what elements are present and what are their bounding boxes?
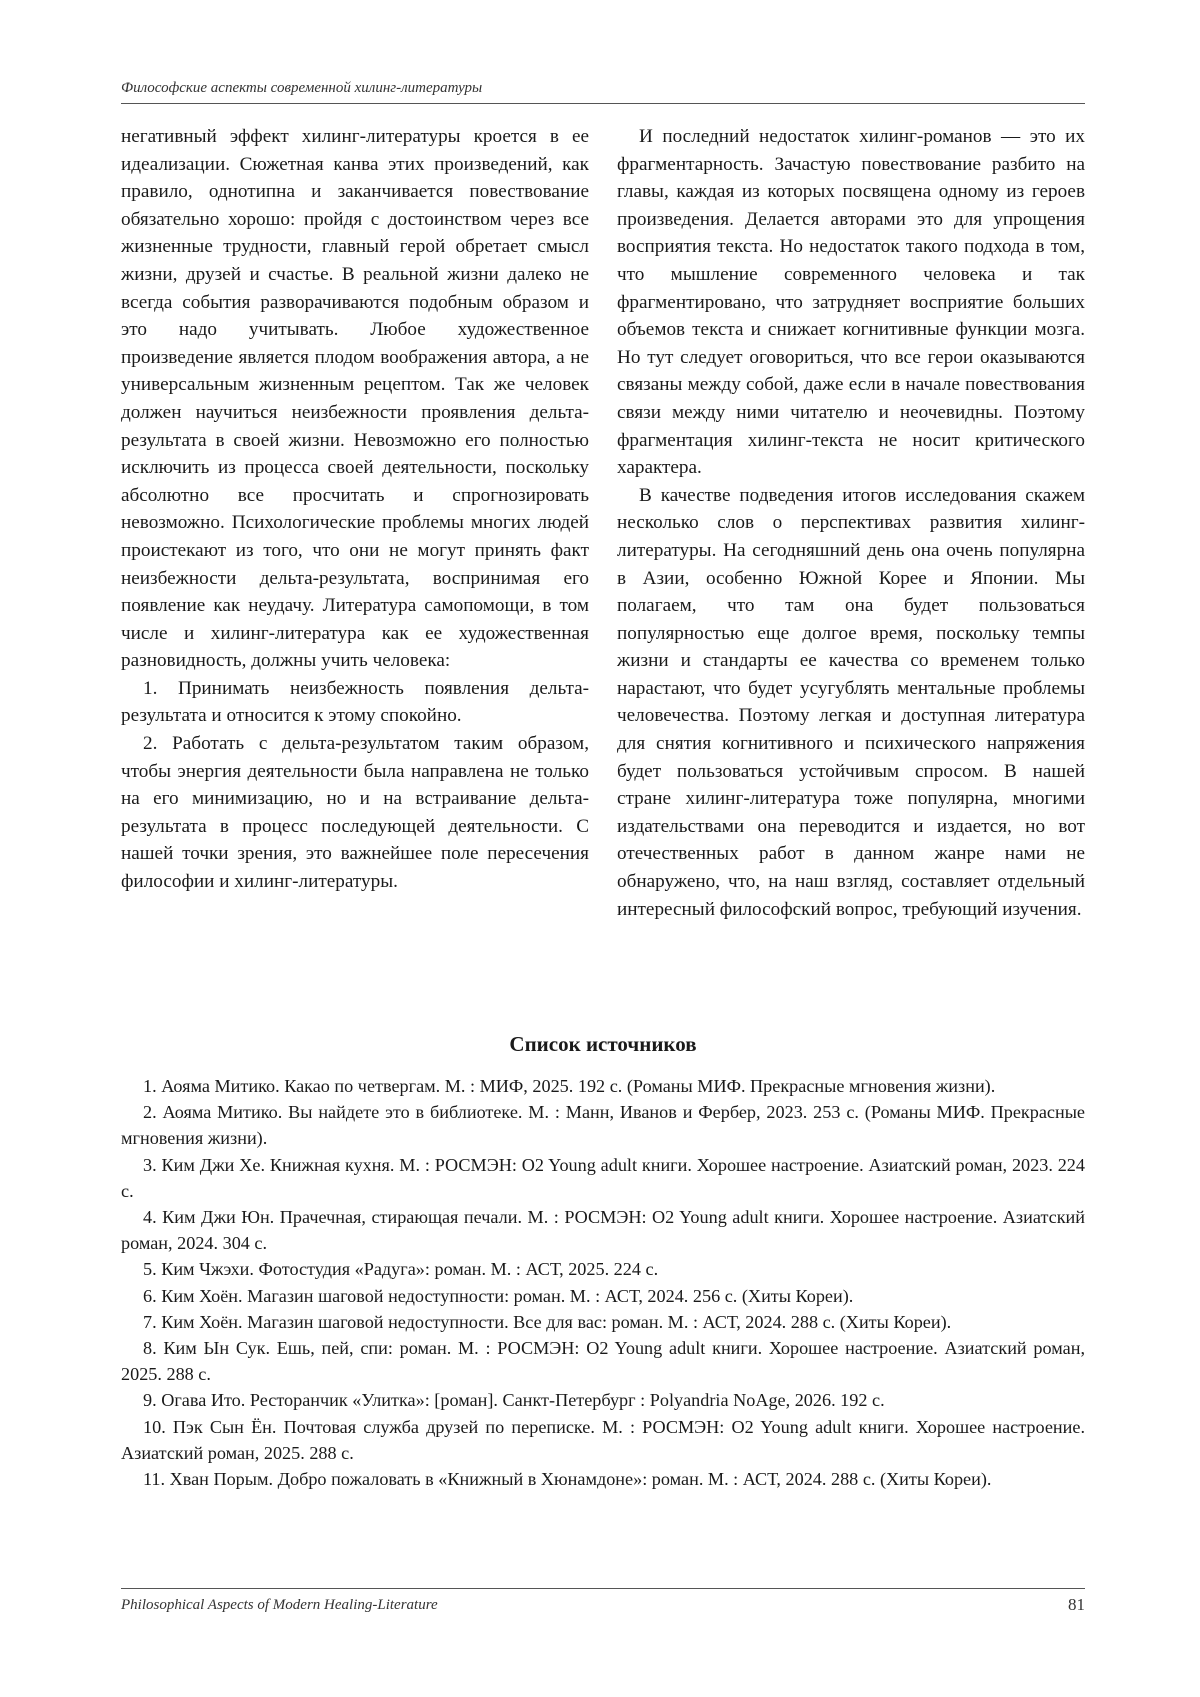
reference-item: 6. Ким Хоён. Магазин шаговой недоступности: роман. М. : АСТ, 2024. 256 с. (Хиты Кореи). — [143, 1285, 854, 1306]
reference-item: 9. Огава Ито. Ресторанчик «Улитка»: [роман]. Санкт-Петербург : Polyandria NoAge, 2026. 192 с. — [143, 1390, 885, 1411]
right-paragraph-1: И последний недостаток хилинг-романов — это их фрагментарность. Зачастую повествование разбито на главы, каждая из которых посвящена одному из героев произведения. Делается авторами это для упрощения восприятия текста. Но недостаток такого подхода в том, что мышление современного человека и так фрагментировано, что затрудняет восприятие больших объемов текста и снижает когнитивные функции мозга. Но тут следует оговориться, что все герои оказываются связаны между собой, даже если в начале повествования связи между ними читателю и неочевидны. Поэтому фрагментация хилинг-текста не носит критического характера. — [617, 126, 1085, 479]
right-paragraph-2: В качестве подведения итогов исследования скажем несколько слов о перспективах развития хилинг-литературы. На сегодняшний день она очень популярна в Азии, особенно Южной Корее и Японии. Мы полагаем, что там она будет пользоваться популярностью еще долгое время, поскольку темпы жизни и стандарты ее качества со временем только нарастают, что будет усугублять ментальные проблемы человечества. Поэтому легкая и доступная литература для снятия когнитивного и психического напряжения будет пользоваться устойчивым спросом. В нашей стране хилинг-литература тоже популярна, многими издательствами она переводится и издается, но вот отечественных работ в данном жанре нами не обнаружено, что, на наш взгляд, составляет отдельный интересный философский вопрос, требующий изучения. — [617, 484, 1085, 920]
list-item-1: 1. Принимать неизбежность появления дельта-результата и относится к этому спокойно. — [121, 677, 589, 727]
reference-item: 5. Ким Чжэхи. Фотостудия «Радуга»: роман. М. : АСТ, 2025. 224 с. — [143, 1259, 659, 1280]
reference-item: 8. Ким Ын Сук. Ешь, пей, спи: роман. М. : РОСМЭН: O2 Young adult книги. Хорошее настроение. Азиатский роман, 2025. 288 с. — [121, 1338, 1085, 1385]
references-list — [121, 1073, 1085, 1492]
running-footer-title: Philosophical Aspects of Modern Healing-Literature — [121, 1597, 438, 1613]
reference-item: 1. Аояма Митико. Какао по четвергам. М. : МИФ, 2025. 192 с. (Романы МИФ. Прекрасные мгновения жизни). — [143, 1076, 996, 1096]
footer-divider — [121, 1588, 1085, 1589]
header-divider — [121, 103, 1085, 104]
page-number: 81 — [1068, 1595, 1085, 1614]
running-header-title: Философские аспекты современной хилинг-литературы — [121, 80, 483, 96]
reference-item: 11. Хван Порым. Добро пожаловать в «Книжный в Хюнамдоне»: роман. М. : АСТ, 2024. 288 с. (Хиты Кореи). — [143, 1469, 992, 1490]
left-paragraph-1: негативный эффект хилинг-литературы кроется в ее идеализации. Сюжетная канва этих произведений, как правило, однотипна и заканчивается повествование обязательно хорошо: пройдя с достоинством через все жизненные трудности, главный герой обретает смысл жизни, друзей и счастье. В реальной жизни далеко не всегда события разворачиваются подобным образом и это надо учитывать. Любое художественное произведение является плодом воображения автора, а не универсальным жизненным рецептом. Так же человек должен научиться неизбежности проявления дельта-результата в своей жизни. Невозможно его полностью исключить из процесса своей деятельности, поскольку абсолютно все просчитать и спрогнозировать невозможно. Психологические проблемы многих людей проистекают из того, что они не могут принять факт неизбежности дельта-результата, воспринимая его появление как неудачу. Литература самопомощи, в том числе и хилинг-литература как ее художественная разновидность, должны учить человека: — [121, 126, 589, 672]
reference-item: 7. Ким Хоён. Магазин шаговой недоступности. Все для вас: роман. М. : АСТ, 2024. 288 с. (Хиты Кореи). — [143, 1311, 952, 1332]
reference-item: 4. Ким Джи Юн. Прачечная, стирающая печали. М. : РОСМЭН: O2 Young adult книги. Хорошее настроение. Азиатский роман, 2024. 304 с. — [121, 1207, 1085, 1254]
reference-item: 10. Пэк Сын Ён. Почтовая служба друзей по переписке. М. : РОСМЭН: O2 Young adult книги. Хорошее настроение. Азиатский роман, 2025. 288 с. — [121, 1416, 1085, 1463]
list-item-2: 2. Работать с дельта-результатом таким образом, чтобы энергия деятельности была направлена не только на его минимизацию, но и на встраивание дельта-результата в процесс последующей деятельности. С нашей точки зрения, это важнейшее поле пересечения философии и хилинг-литературы. — [121, 733, 589, 893]
references-title: Список источников — [509, 1032, 697, 1056]
reference-item: 3. Ким Джи Хе. Книжная кухня. М. : РОСМЭН: O2 Young adult книги. Хорошее настроение. Азиатский роман, 2023. 224 с. — [121, 1154, 1085, 1201]
reference-item: 2. Аояма Митико. Вы найдете это в библиотеке. М. : Манн, Иванов и Фербер, 2023. 253 с. (Романы МИФ. Прекрасные мгновения жизни). — [121, 1102, 1085, 1149]
left-text-column — [121, 123, 589, 896]
right-text-column — [617, 123, 1085, 923]
